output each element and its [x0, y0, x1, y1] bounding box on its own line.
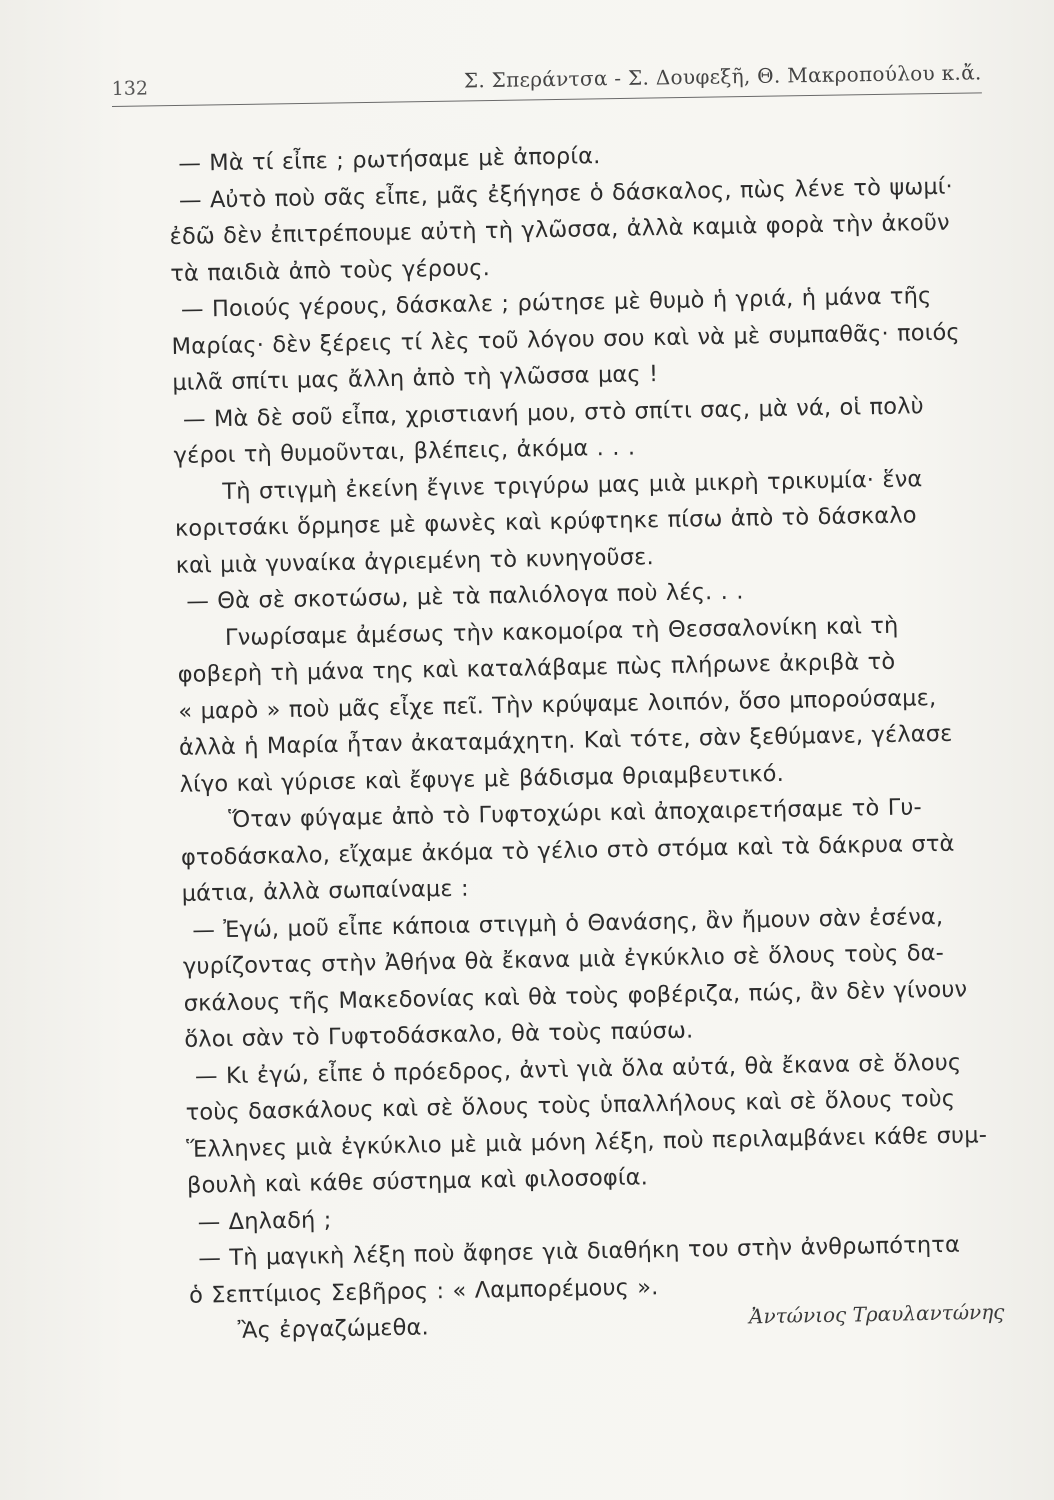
text-line: σκάλους τῆς Μακεδονίας καὶ θὰ τοὺς φοβέριζα, πώς, ἂν δὲν γίνουν	[183, 975, 968, 1017]
text-line: ἐδῶ δὲν ἐπιτρέπουμε αὐτὴ τὴ γλῶσσα, ἀλλὰ καμιὰ φορὰ τὴν ἀκοῦν	[169, 209, 950, 250]
text-line: φτοδάσκαλο, εἴχαμε ἀκόμα τὸ γέλιο στὸ στόμα καὶ τὰ δάκρυα στὰ	[180, 830, 955, 871]
text-line: τοὺς δασκάλους καὶ σὲ ὅλους τοὺς ὑπαλλήλους καὶ σὲ ὅλους τοὺς	[185, 1085, 956, 1126]
text-line: ὅλοι σὰν τὸ Γυφτοδάσκαλο, θὰ τοὺς παύσω.	[184, 1017, 694, 1053]
text-line: — Μὰ τί εἶπε ; ρωτήσαμε μὲ ἀπορία.	[178, 143, 601, 177]
text-line: — Θὰ σὲ σκοτώσω, μὲ τὰ παλιόλογα ποὺ λές. . .	[186, 578, 744, 615]
text-line: — Τὴ μαγικὴ λέξη ποὺ ἄφησε γιὰ διαθήκη του στὴν ἀνθρωπότητα	[198, 1231, 961, 1272]
text-line: Ὅταν φύγαμε ἀπὸ τὸ Γυφτοχώρι καὶ ἀποχαιρετήσαμε τὸ Γυ-	[228, 794, 923, 834]
text-line: κοριτσάκι ὅρμησε μὲ φωνὲς καὶ κρύφτηκε πίσω ἀπὸ τὸ δάσκαλο	[174, 502, 917, 542]
text-line: Τὴ στιγμὴ ἐκείνη ἔγινε τριγύρω μας μιὰ μικρὴ τρικυμία· ἕνα	[222, 465, 923, 505]
text-line: Ἕλληνες μιὰ ἐγκύκλιο μὲ μιὰ μόνη λέξη, ποὺ περιλαμβάνει κάθε συμ-	[186, 1121, 988, 1163]
author-signature: Ἀντώνιος Τραυλαντώνης	[748, 1299, 1005, 1329]
text-line: Γνωρίσαμε ἀμέσως τὴν κακομοίρα τὴ Θεσσαλονίκη καὶ τὴ	[224, 612, 899, 651]
text-line: λίγο καὶ γύρισε καὶ ἔφυγε μὲ βάδισμα θριαμβευτικό.	[179, 760, 785, 798]
text-line: τὰ παιδιὰ ἀπὸ τοὺς γέρους.	[170, 254, 491, 287]
text-line: καὶ μιὰ γυναίκα ἀγριεμένη τὸ κυνηγοῦσε.	[175, 543, 654, 579]
text-line: Μαρίας· δὲν ξέρεις τί λὲς τοῦ λόγου σου καὶ νὰ μὲ συμπαθᾶς· ποιός	[171, 319, 960, 360]
body-text	[168, 130, 1050, 1350]
text-line: γέροι τὴ θυμοῦνται, βλέπεις, ἀκόμα . . .	[173, 434, 636, 469]
running-head: Σ. Σπεράντσα - Σ. Δουφεξῆ, Θ. Μακροπούλου κ.ἄ.	[463, 60, 982, 93]
text-line: — Δηλαδή ;	[197, 1206, 332, 1236]
text-line: γυρίζοντας στὴν Ἀθήνα θὰ ἔκανα μιὰ ἐγκύκλιο σὲ ὅλους τοὺς δα-	[182, 939, 945, 980]
text-line: — Κι ἐγώ, εἶπε ὁ πρόεδρος, ἀντὶ γιὰ ὅλα αὐτά, θὰ ἔκανα σὲ ὅλους	[194, 1049, 962, 1090]
text-line: μάτια, ἀλλὰ σωπαίναμε :	[181, 875, 469, 907]
text-line: ὁ Σεπτίμιος Σεβῆρος : « Λαμπορέμους ».	[188, 1273, 659, 1309]
text-line: — Ποιούς γέρους, δάσκαλε ; ρώτησε μὲ θυμὸ ἡ γριά, ἡ μάνα τῆς	[180, 283, 932, 323]
text-line: ἀλλὰ ἡ Μαρία ἦταν ἀκαταμάχητη. Καὶ τότε, σὰν ξεθύμανε, γέλασε	[178, 720, 953, 761]
text-line: μιλᾶ σπίτι μας ἄλλη ἀπὸ τὴ γλῶσσα μας !	[172, 361, 659, 396]
text-line: — Αὐτὸ ποὺ σᾶς εἶπε, μᾶς ἐξήγησε ὁ δάσκαλος, πὼς λένε τὸ ψωμί·	[178, 173, 954, 214]
text-line: — Μὰ δὲ σοῦ εἶπα, χριστιανή μου, στὸ σπίτι σας, μὰ νά, οἱ πολὺ	[182, 392, 924, 433]
text-line: « μαρὸ » ποὺ μᾶς εἶχε πεῖ. Τὴν κρύψαμε λοιπόν, ὅσο μπορούσαμε,	[178, 684, 937, 725]
page-number: 132	[111, 77, 149, 101]
text-line: φοβερὴ τὴ μάνα της καὶ καταλάβαμε πὼς πλήρωνε ἀκριβὰ τὸ	[177, 648, 896, 688]
text-line: βουλὴ καὶ κάθε σύστημα καὶ φιλοσοφία.	[186, 1164, 649, 1199]
text-line: — Ἐγώ, μοῦ εἶπε κάποια στιγμὴ ὁ Θανάσης, ἂν ἤμουν σὰν ἐσένα,	[192, 903, 944, 944]
text-line: Ἂς ἐργαζώμεθα.	[237, 1314, 430, 1344]
page-header	[111, 50, 982, 107]
